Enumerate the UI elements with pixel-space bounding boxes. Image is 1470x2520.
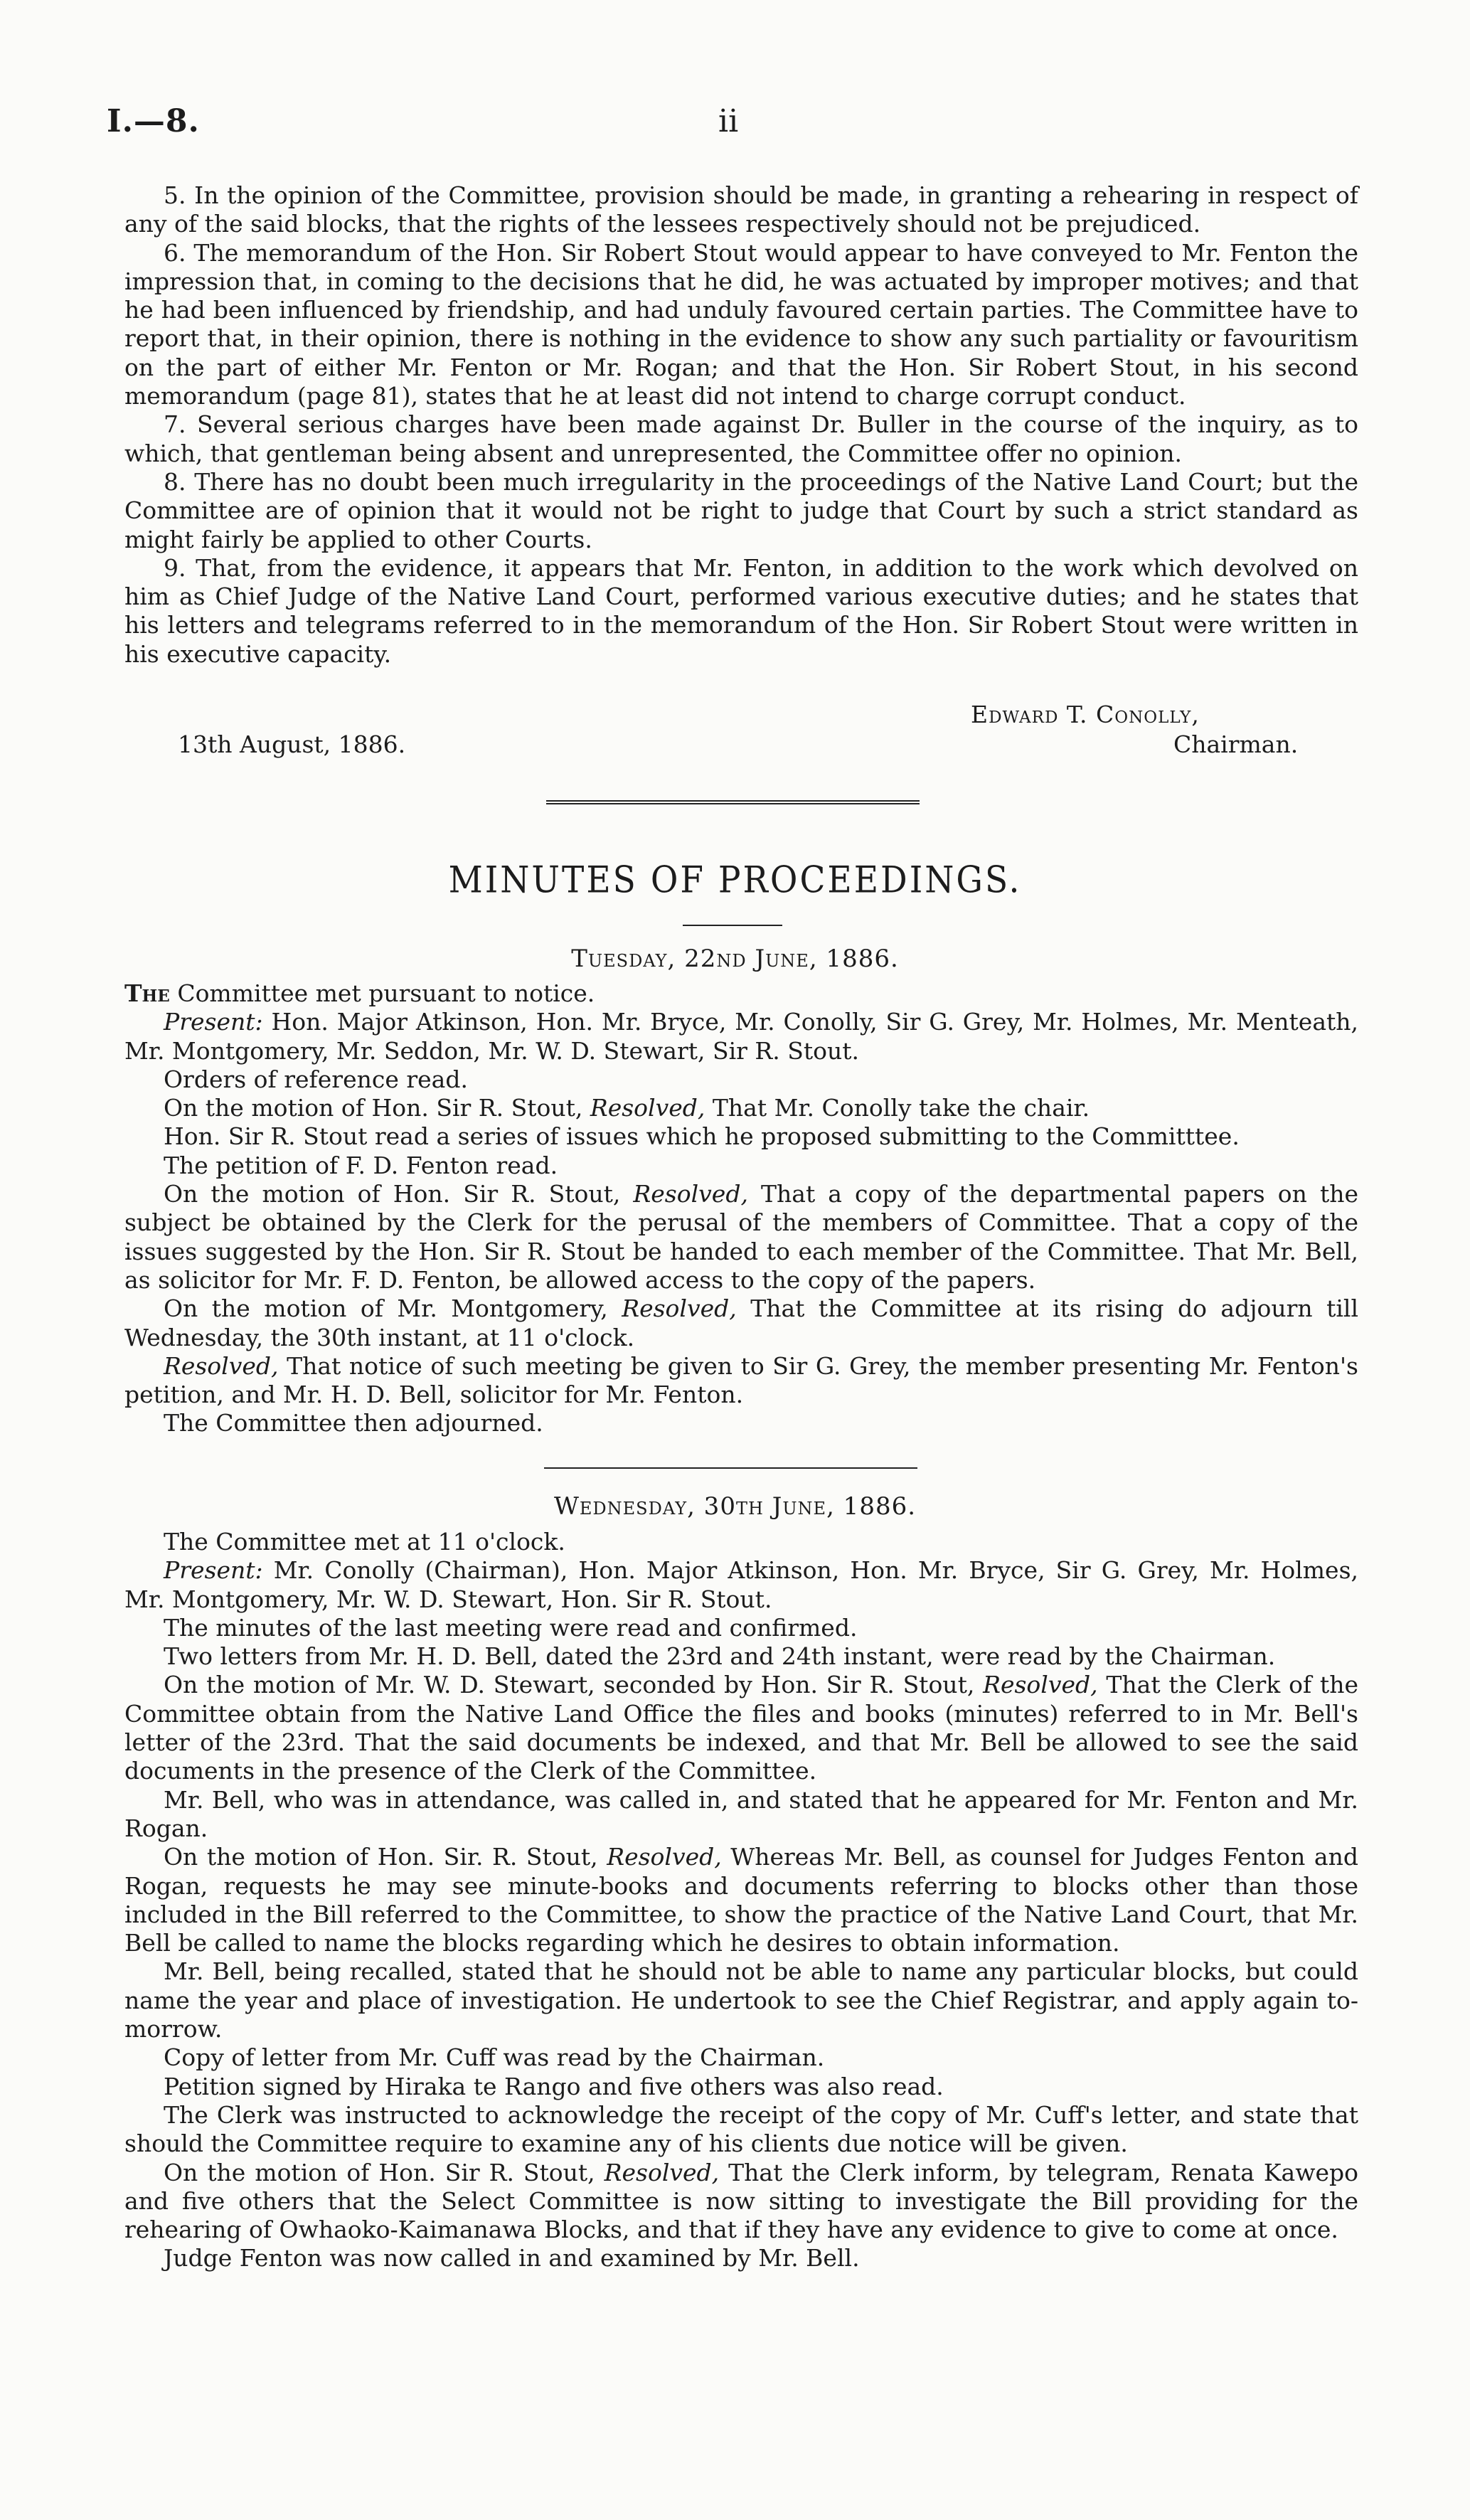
report-paragraph-7: 7. Several serious charges have been made against Dr. Buller in the course of the inquiry, as to which, that gentleman being absent and unrepresented, the Committee offer no opinion. (124, 410, 1358, 467)
motion-text: On the motion of Hon. Sir. R. Stout, (164, 1843, 607, 1871)
motion-text: That notice of such meeting be given to Sir G. Grey, the member presenting Mr. Fenton's petition, and Mr. H. D. Bell, solicitor for Mr. Fenton. (124, 1351, 1358, 1409)
resolved-label: Resolved, (164, 1351, 279, 1380)
motion-text: Whereas Mr. Bell, as counsel for Judges Fenton and Rogan, requests he may see minute-books and documents referring to blocks other than those included in the Bill referred to the Committee, to show the practice of the Native Land Court, that Mr. Bell be called to name the blocks regarding which he desires to obtain information. (124, 1843, 1358, 1957)
meeting-1-opening (124, 979, 1358, 1008)
resolved-label: Resolved, (622, 1294, 737, 1323)
meeting-1-orders: Orders of reference read. (164, 1065, 468, 1093)
page-number: ii (718, 103, 739, 139)
report-date: 13th August, 1886. (178, 730, 406, 758)
present-label: Present: (164, 1008, 263, 1036)
motion-text: On the motion of Mr. W. D. Stewart, seconded by Hon. Sir R. Stout, (164, 1671, 984, 1699)
report-paragraph-9: 9. That, from the evidence, it appears that Mr. Fenton, in addition to the work which devolved on him as Chief Judge of the Native Land Court, performed various executive duties; and he states that his letters and telegrams referred to in the memorandum of the Hon. Sir Robert Stout were written in his executive capacity. (124, 553, 1358, 668)
present-text: Hon. Major Atkinson, Hon. Mr. Bryce, Mr. Conolly, Sir G. Grey, Mr. Holmes, Mr. Menteath, Mr. Montgomery, Mr. Seddon, Mr. W. D. Stewart, Sir R. Stout. (124, 1008, 1358, 1065)
motion-text: On the motion of Hon. Sir R. Stout, (164, 1180, 634, 1208)
report-body (124, 181, 1358, 669)
meeting-2-body (124, 1528, 1358, 2273)
meeting-2-present (124, 1556, 1358, 1614)
meeting-1-adjourned: The Committee then adjourned. (164, 1409, 543, 1437)
meeting-1-present (124, 1008, 1358, 1065)
meeting-2-minutes-read: The minutes of the last meeting were read and confirmed. (164, 1613, 858, 1642)
meeting-2-hiraka-petition: Petition signed by Hiraka te Rango and five others was also read. (164, 2072, 944, 2100)
motion-text: That the Clerk of the Committee obtain from the Native Land Office the files and books (minutes) referred to in Mr. Bell's letter of the 23rd. That the said documents be indexed, and that Mr. Bell be allowed to see the said documents in the presence of the Clerk of the Committee. (124, 1671, 1358, 1785)
meeting-1-issues: Hon. Sir R. Stout read a series of issues which he proposed submitting to the Committtee. (164, 1122, 1240, 1151)
meeting-2-motion-files (124, 1671, 1358, 1785)
meeting-2-date: Wednesday, 30th June, 1886. (553, 1492, 917, 1521)
motion-text: That the Clerk inform, by telegram, Renata Kawepo and five others that the Select Committee is now sitting to investigate the Bill providing for the rehearing of Owhaoko-Kaimanawa Blocks, and that if they have any evidence to give to come at once. (124, 2158, 1358, 2244)
meeting-divider (544, 1467, 917, 1469)
meeting-1-motion-chair (124, 1094, 1358, 1122)
meeting-1-motion-adjourn (124, 1294, 1358, 1352)
meeting-1-notice (124, 1352, 1358, 1410)
signature-title: Chairman. (1173, 730, 1299, 758)
meeting-2-bell-called: Mr. Bell, who was in attendance, was called in, and stated that he appeared for Mr. Fenton and Mr. Rogan. (124, 1785, 1358, 1842)
minutes-title: MINUTES OF PROCEEDINGS. (448, 858, 1022, 902)
meeting-2-letters: Two letters from Mr. H. D. Bell, dated the 23rd and 24th instant, were read by the Chairman. (164, 1642, 1276, 1671)
meeting-2-motion-telegram (124, 2159, 1358, 2245)
resolved-label: Resolved, (633, 1180, 748, 1208)
meeting-2-clerk-instructed: The Clerk was instructed to acknowledge the receipt of the copy of Mr. Cuff's letter, and state that should the Committee require to examine any of his clients due notice will be given. (124, 2100, 1358, 2158)
present-text: Mr. Conolly (Chairman), Hon. Major Atkinson, Hon. Mr. Bryce, Sir G. Grey, Mr. Holmes, Mr. Montgomery, Mr. W. D. Stewart, Hon. Sir R. Stout. (124, 1556, 1358, 1613)
motion-text: On the motion of Hon. Sir R. Stout, (164, 1094, 590, 1122)
present-label: Present: (164, 1556, 263, 1585)
meeting-2-cuff-letter: Copy of letter from Mr. Cuff was read by the Chairman. (164, 2043, 825, 2072)
document-code: I.—8. (107, 103, 200, 139)
motion-text: That a copy of the departmental papers on the subject be obtained by the Clerk for the perusal of the members of Committee. That a copy of the issues suggested by the Hon. Sir R. Stout be handed to each member of the Committee. That Mr. Bell, as solicitor for Mr. F. D. Fenton, be allowed access to the copy of the papers. (124, 1180, 1358, 1294)
motion-text: On the motion of Mr. Montgomery, (164, 1294, 622, 1323)
motion-text: That Mr. Conolly take the chair. (705, 1094, 1090, 1122)
title-underline (683, 925, 782, 926)
signature-name: Edward T. Conolly, (971, 701, 1200, 728)
resolved-label: Resolved, (590, 1094, 705, 1122)
opening-lead: The (124, 979, 170, 1007)
motion-text: That the Committee at its rising do adjourn till Wednesday, the 30th instant, at 11 o'clock. (124, 1294, 1358, 1351)
meeting-1-date: Tuesday, 22nd June, 1886. (571, 945, 899, 973)
meeting-1-motion-papers (124, 1180, 1358, 1294)
section-divider (546, 800, 920, 804)
report-paragraph-6: 6. The memorandum of the Hon. Sir Robert Stout would appear to have conveyed to Mr. Fenton the impression that, in coming to the decisions that he did, he was actuated by improper motives; and that he had been influenced by friendship, and had unduly favoured certain parties. The Committee have to report that, in their opinion, there is nothing in the evidence to show any such partiality or favouritism on the part of either Mr. Fenton or Mr. Rogan; and that the Hon. Sir Robert Stout, in his second memorandum (page 81), states that he at least did not intend to charge corrupt conduct. (124, 238, 1358, 410)
meeting-2-bell-recalled: Mr. Bell, being recalled, stated that he should not be able to name any particular blocks, but could name the year and place of investigation. He undertook to see the Chief Registrar, and apply again to-morrow. (124, 1957, 1358, 2043)
meeting-2-fenton-examined: Judge Fenton was now called in and examined by Mr. Bell. (164, 2244, 860, 2272)
meeting-1-body (124, 979, 1358, 1438)
resolved-label: Resolved, (607, 1843, 722, 1871)
motion-text: On the motion of Hon. Sir R. Stout, (164, 2158, 604, 2186)
report-paragraph-5: 5. In the opinion of the Committee, provision should be made, in granting a rehearing in respect of any of the said blocks, that the rights of the lessees respectively should not be prejudiced. (124, 181, 1358, 238)
resolved-label: Resolved, (983, 1671, 1098, 1699)
opening-text: Committee met pursuant to notice. (169, 979, 595, 1007)
resolved-label: Resolved, (604, 2158, 720, 2186)
meeting-2-opening: The Committee met at 11 o'clock. (164, 1528, 565, 1556)
meeting-1-petition: The petition of F. D. Fenton read. (164, 1151, 558, 1179)
meeting-2-motion-blocks (124, 1843, 1358, 1957)
report-paragraph-8: 8. There has no doubt been much irregularity in the proceedings of the Native Land Court; but the Committee are of opinion that it would not be right to judge that Court by such a strict standard as might fairly be applied to other Courts. (124, 467, 1358, 553)
